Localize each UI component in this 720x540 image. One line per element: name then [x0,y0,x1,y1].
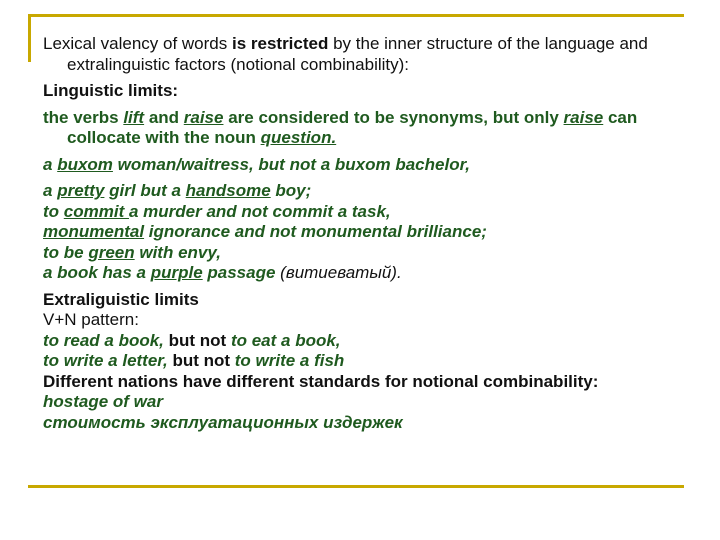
verbs-text-3: are considered to be synonyms, but only [223,107,564,127]
russian-example: стоимость эксплуатационных издержек [43,412,403,432]
purple-text-1: a book has a [43,263,151,282]
commit-text-2: a murder and not commit a task, [128,201,391,221]
write-text-1: to write a letter, [43,351,173,370]
pretty-text-1: a [43,181,58,200]
commit-text-1: to [43,201,64,221]
pretty-text-2: girl but a [104,181,186,200]
word-question: question. [260,128,337,147]
purple-period: . [396,263,402,282]
buxom-text-2: woman/waitress, but not a buxom bachelor, [112,154,470,174]
monumental-text: ignorance and not monumental brilliance; [144,222,487,241]
word-pretty: pretty [57,181,105,200]
word-lift: lift [123,107,145,127]
linguistic-limits-heading: Linguistic limits: [43,81,179,100]
monumental-example [43,222,683,243]
green-example [43,243,683,264]
hostage-example: hostage of war [43,392,163,411]
word-raise: raise [183,107,224,127]
extralinguistic-limits-heading: Extraliguistic limits [43,289,199,309]
verbs-text-2: and [144,107,184,127]
top-rule [28,14,684,17]
buxom-text-1: a [43,154,58,174]
write-but-not: but not [172,351,235,370]
write-text-3: to write a fish [234,351,345,370]
word-purple: purple [150,263,203,282]
commit-example [43,202,683,223]
purple-russian-gloss: (витиеватый) [280,263,397,282]
pretty-text-3: boy; [270,181,312,200]
read-example [43,331,683,352]
left-rule [28,14,31,62]
intro-text: Lexical valency of words [43,34,232,53]
word-buxom: buxom [57,154,113,174]
read-text-3: to eat a book, [230,330,341,350]
slide-content [43,34,683,433]
pretty-example [43,181,683,202]
intro-emphasis: is restricted [231,34,329,53]
word-green: green [88,242,135,262]
verbs-text-4: can collocate with the noun [67,107,638,147]
verbs-example [43,108,683,149]
intro-text-end: by the inner structure of the language and extralinguistic factors (notional combinability): [67,34,648,74]
purple-text-2: passage [202,263,281,282]
verbs-text-1: the verbs [43,107,124,127]
buxom-example [43,155,683,176]
pattern-label: V+N pattern: [43,310,139,329]
word-handsome: handsome [185,181,271,200]
nations-paragraph: Different nations have different standards for notional combinability: [43,371,599,391]
read-text-1: to read a book, [43,330,169,350]
word-monumental: monumental [43,222,145,241]
word-commit: commit [63,201,129,221]
green-text-2: with envy, [134,242,221,262]
green-text-1: to be [43,242,89,262]
write-example [43,351,683,372]
bottom-rule [28,485,684,488]
intro-paragraph [43,34,683,75]
word-raise-2: raise [563,107,604,127]
read-but-not: but not [168,330,231,350]
purple-example [43,263,683,284]
